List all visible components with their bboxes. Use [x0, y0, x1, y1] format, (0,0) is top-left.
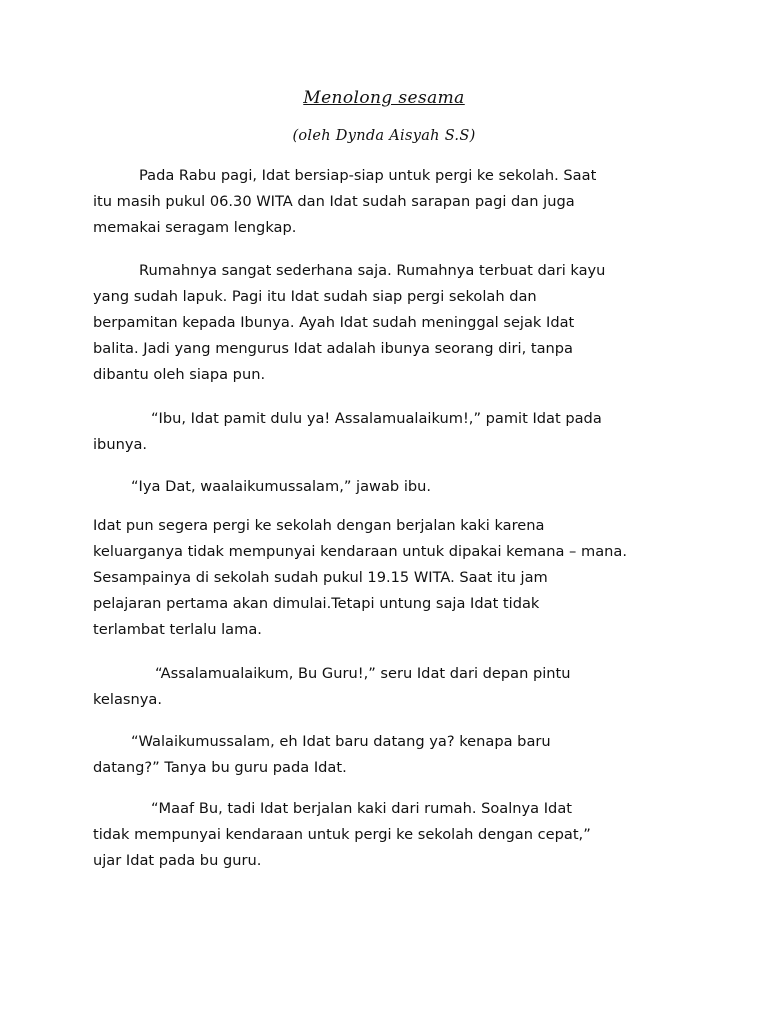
document-author: (oleh Dynda Aisyah S.S) [292, 128, 476, 144]
paragraph-4 [93, 474, 693, 500]
paragraph-line: tidak mempunyai kendaraan untuk pergi ke sekolah dengan cepat,” [93, 826, 591, 843]
paragraph-line: “Walaikumussalam, eh Idat baru datang ya? kenapa baru [131, 733, 551, 750]
paragraph-3 [93, 406, 693, 458]
paragraph-line: Pada Rabu pagi, Idat bersiap-siap untuk pergi ke sekolah. Saat [139, 167, 597, 184]
paragraph-line: datang?” Tanya bu guru pada Idat. [93, 759, 347, 776]
paragraph-line: ibunya. [93, 436, 148, 453]
paragraph-line: dibantu oleh siapa pun. [93, 366, 266, 383]
paragraph-7 [93, 729, 693, 781]
paragraph-line: Idat pun segera pergi ke sekolah dengan berjalan kaki karena [93, 517, 545, 534]
paragraph-line: Rumahnya sangat sederhana saja. Rumahnya terbuat dari kayu [139, 262, 606, 279]
paragraph-line: “Maaf Bu, tadi Idat berjalan kaki dari rumah. Soalnya Idat [151, 800, 572, 817]
paragraph-line: berpamitan kepada Ibunya. Ayah Idat sudah meninggal sejak Idat [93, 314, 575, 331]
paragraph-line: “Assalamualaikum, Bu Guru!,” seru Idat dari depan pintu [155, 665, 571, 682]
paragraph-2 [93, 258, 693, 388]
paragraph-1 [93, 163, 693, 241]
paragraph-line: keluarganya tidak mempunyai kendaraan untuk dipakai kemana – mana. [93, 543, 627, 560]
paragraph-8 [93, 796, 693, 874]
paragraph-line: balita. Jadi yang mengurus Idat adalah ibunya seorang diri, tanpa [93, 340, 573, 357]
paragraph-line: ujar Idat pada bu guru. [93, 852, 262, 869]
paragraph-line: itu masih pukul 06.30 WITA dan Idat sudah sarapan pagi dan juga [93, 193, 575, 210]
paragraph-line: yang sudah lapuk. Pagi itu Idat sudah siap pergi sekolah dan [93, 288, 537, 305]
paragraph-line: Sesampainya di sekolah sudah pukul 19.15 WITA. Saat itu jam [93, 569, 548, 586]
paragraph-5 [93, 513, 693, 643]
paragraph-line: “Ibu, Idat pamit dulu ya! Assalamualaikum!,” pamit Idat pada [151, 410, 602, 427]
paragraph-line: terlambat terlalu lama. [93, 621, 262, 638]
paragraph-line: kelasnya. [93, 691, 162, 708]
paragraph-line: memakai seragam lengkap. [93, 219, 297, 236]
document-title: Menolong sesama [303, 88, 465, 108]
paragraph-6 [93, 661, 693, 713]
paragraph-line: pelajaran pertama akan dimulai.Tetapi untung saja Idat tidak [93, 595, 540, 612]
paragraph-line: “Iya Dat, waalaikumussalam,” jawab ibu. [131, 478, 432, 495]
